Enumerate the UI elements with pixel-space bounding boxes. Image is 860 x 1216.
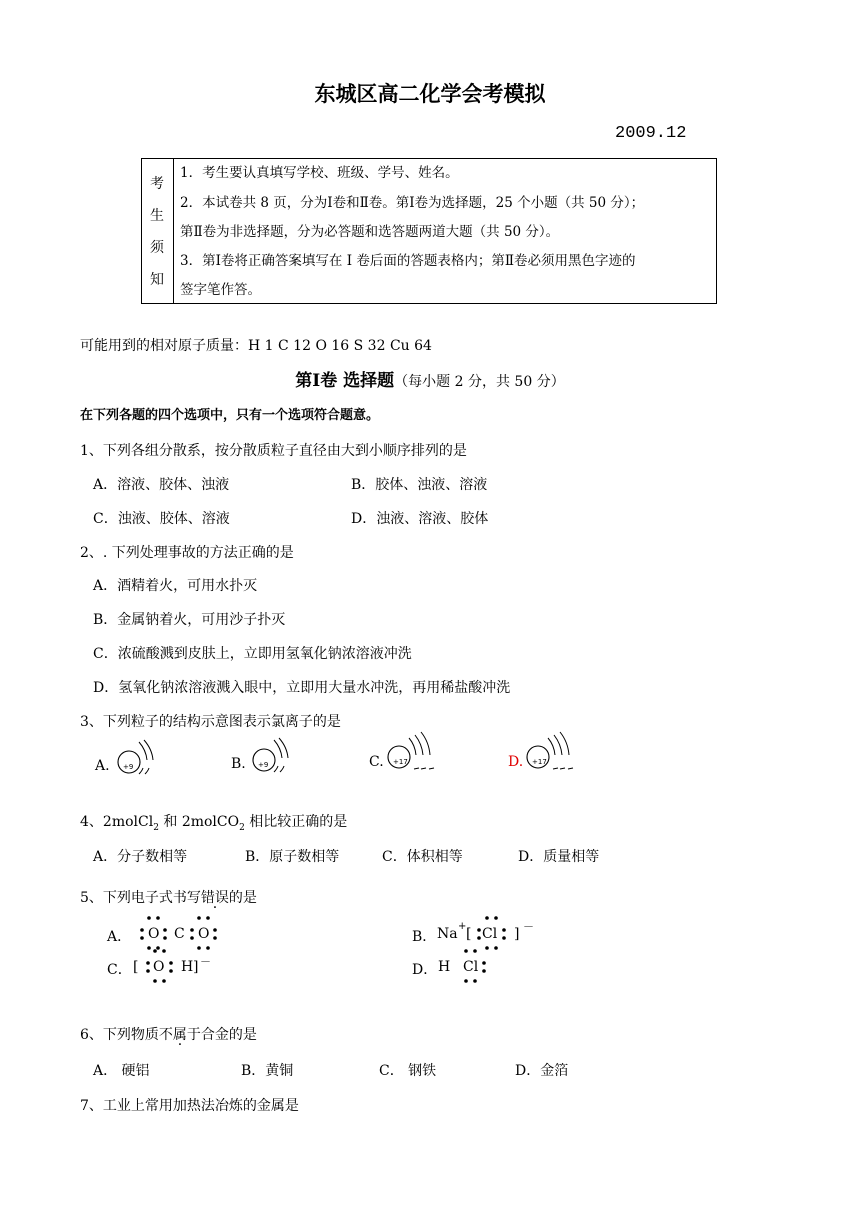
q5-stem-emphasis: 错误 [200, 890, 229, 906]
q4-stem-pre: 4、2molCl [80, 814, 154, 830]
q3-option-d-label: D. [508, 754, 524, 770]
q5-b-sodium: Na [437, 926, 458, 942]
q4-stem-mid: 和 2molCO [158, 814, 240, 830]
q5-c-left-bracket: [ [133, 959, 139, 975]
q3-option-a-diagram [113, 738, 163, 780]
q6-stem-pre: 6、下列物质 [80, 1027, 159, 1043]
q3-stem: 3、下列粒子的结构示意图表示氯离子的是 [80, 714, 341, 730]
notice-line: 签字笔作答。 [180, 282, 261, 298]
q5-option-c-label: C． [107, 962, 132, 978]
q6-stem [80, 1024, 257, 1044]
q5-c-electron-dots [144, 947, 180, 987]
q2-option-d: D．氢氧化钠浓溶液溅入眼中，立即用大量水冲洗，再用稀盐酸冲洗 [93, 680, 511, 696]
q4-option-a: A．分子数相等 [93, 849, 188, 865]
q5-a-oxygen-1: O [148, 926, 160, 942]
q5-d-electron-dots [455, 947, 491, 987]
notice-label-cell [142, 159, 174, 303]
q4-option-c: C．体积相等 [382, 849, 463, 865]
notice-label-char: 须 [150, 240, 164, 256]
q6-stem-post: 合金的是 [200, 1027, 257, 1043]
q5-b-right-bracket: ] [514, 926, 520, 942]
q4-option-d: D．质量相等 [518, 849, 600, 865]
q5-c-right-bracket: ] [193, 959, 199, 975]
notice-line: 第Ⅱ卷为非选择题，分为必答题和选答题两道大题（共 50 分）。 [180, 224, 560, 240]
section-title-main: 第Ⅰ卷 选择题 [295, 371, 395, 391]
section-subtitle: （每小题 2 分，共 50 分） [394, 374, 565, 390]
q4-stem [80, 811, 347, 833]
notice-label-char: 生 [150, 208, 164, 224]
q1-option-b: B．胶体、浊液、溶液 [351, 477, 488, 493]
q1-option-c: C．浊液、胶体、溶液 [93, 511, 230, 527]
q5-a-oxygen-2: O [198, 926, 210, 942]
q5-b-chlorine: Cl [482, 926, 498, 942]
q3-option-a-label: A. [95, 758, 110, 774]
q3-option-c-diagram [384, 730, 446, 776]
q5-stem-pre: 5、下列电子式书写 [80, 890, 201, 906]
q5-stem [80, 887, 257, 907]
q5-d-hydrogen: H [438, 959, 451, 975]
q1-option-a: A．溶液、胶体、浊液 [93, 477, 230, 493]
atomic-mass-line: 可能用到的相对原子质量：H 1 C 12 O 16 S 32 Cu 64 [80, 338, 432, 354]
section-title [0, 366, 860, 391]
q5-option-d-label: D． [412, 962, 438, 978]
q5-c-oxygen: O [153, 959, 165, 975]
q5-b-plus: + [458, 921, 467, 932]
q3-b-nucleus: +9 [258, 761, 269, 769]
notice-line: 2．本试卷共 8 页，分为Ⅰ卷和Ⅱ卷。第Ⅰ卷为选择题，25 个小题（共 50 分）； [180, 195, 645, 211]
notice-label-char: 考 [150, 176, 164, 192]
q4-stem-post: 相比较正确的是 [244, 814, 348, 830]
q7-stem: 7、工业上常用加热法冶炼的金属是 [80, 1098, 299, 1114]
q5-d-chlorine: Cl [463, 959, 479, 975]
q5-option-a-label: A． [107, 929, 132, 945]
exam-date: 2009.12 [615, 124, 687, 143]
q3-option-b-label: B. [231, 756, 246, 772]
q5-b-left-bracket: [ [466, 926, 472, 942]
q6-option-c: C． 钢铁 [379, 1063, 437, 1079]
q2-option-c: C．浓硫酸溅到皮肤上，立即用氢氧化钠浓溶液冲洗 [93, 646, 412, 662]
q4-option-b: B．原子数相等 [245, 849, 340, 865]
q3-a-nucleus: +9 [123, 763, 134, 771]
q4-sub-2: 2 [239, 822, 245, 833]
q3-option-b-diagram [248, 736, 298, 778]
notice-line: 1．考生要认真填写学校、班级、学号、姓名。 [180, 165, 459, 181]
notice-label-char: 知 [150, 272, 164, 288]
q3-c-nucleus: +17 [393, 758, 408, 766]
q5-c-minus: － [200, 955, 211, 968]
q3-option-c-label: C. [369, 754, 384, 770]
q5-option-b-label: B． [412, 929, 437, 945]
q2-option-a: A．酒精着火，可用水扑灭 [93, 578, 258, 594]
q6-option-b: B．黄铜 [241, 1063, 294, 1079]
candidate-notice-box [141, 158, 717, 304]
q6-option-d: D．金箔 [515, 1063, 569, 1079]
q1-option-d: D．浊液、溶液、胶体 [351, 511, 489, 527]
q3-option-d-diagram [523, 730, 585, 776]
q2-option-b: B．金属钠着火，可用沙子扑灭 [93, 612, 286, 628]
q6-stem-emphasis: 不属于 [158, 1027, 201, 1043]
q4-sub-1: 2 [153, 822, 159, 833]
q5-c-hydrogen: H [181, 959, 194, 975]
q2-stem: 2、. 下列处理事故的方法正确的是 [80, 545, 294, 561]
q3-d-nucleus: +17 [532, 758, 547, 766]
page-title: 东城区高二化学会考模拟 [314, 82, 546, 106]
q1-stem: 1、下列各组分散系，按分散质粒子直径由大到小顺序排列的是 [80, 443, 467, 459]
q5-a-carbon: C [174, 926, 185, 942]
q6-option-a: A． 硬铝 [93, 1063, 150, 1079]
q5-stem-post: 的是 [228, 890, 257, 906]
notice-line: 3．第Ⅰ卷将正确答案填写在 I 卷后面的答题表格内；第Ⅱ卷必须用黑色字迹的 [180, 253, 636, 269]
q5-b-minus: － [523, 920, 534, 933]
instruction: 在下列各题的四个选项中，只有一个选项符合题意。 [80, 408, 380, 423]
